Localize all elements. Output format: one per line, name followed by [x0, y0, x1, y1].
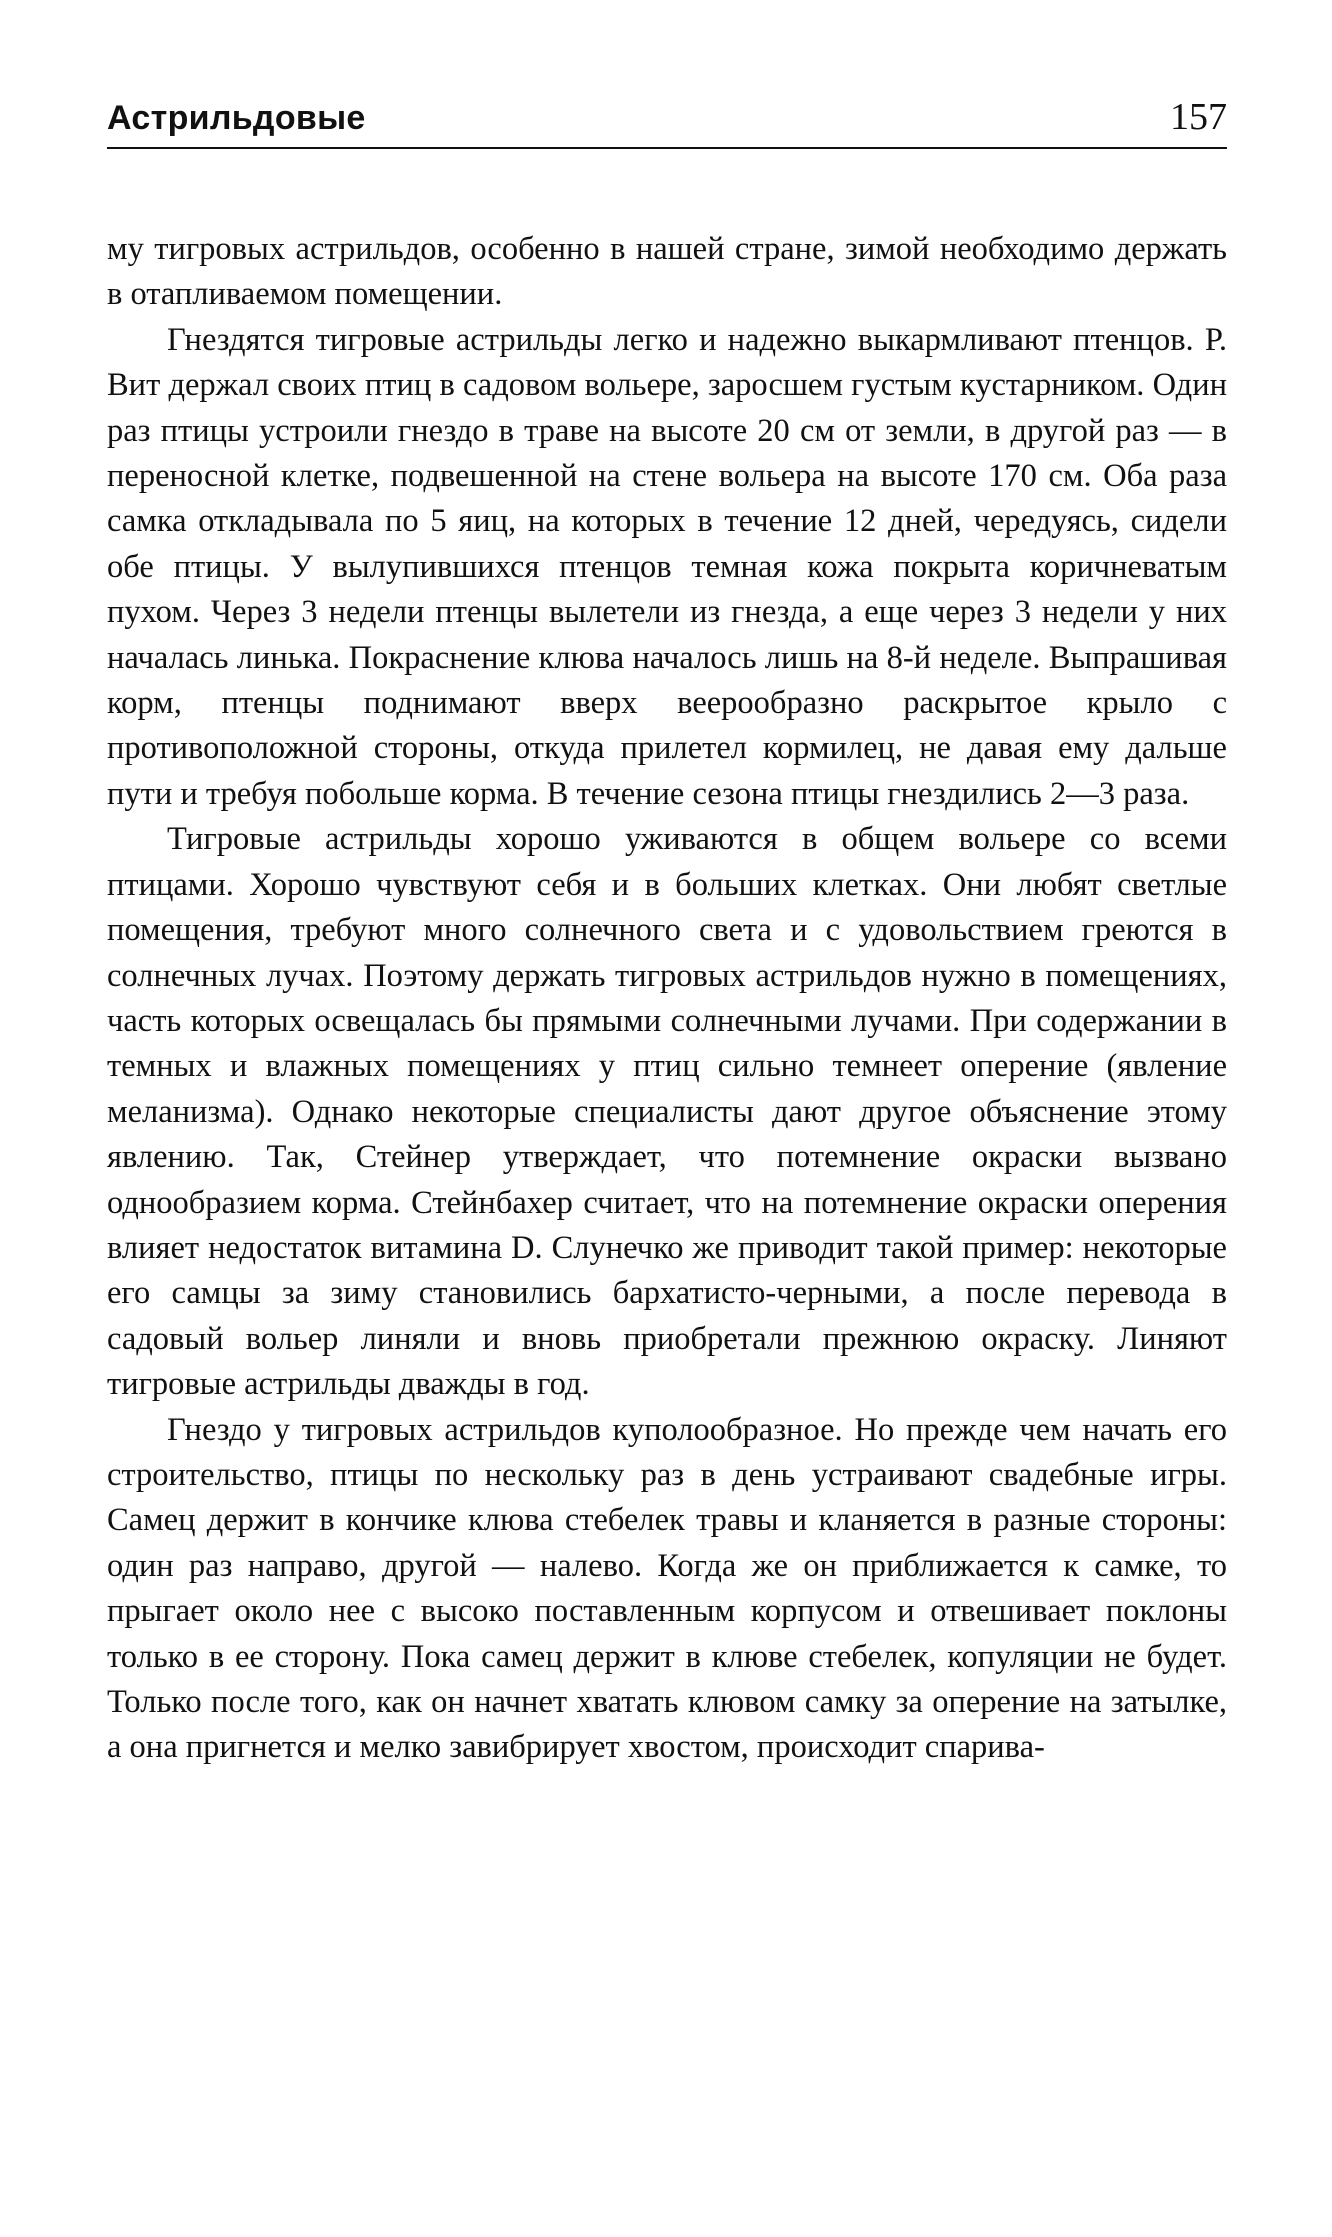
paragraph-continued: му тигровых астрильдов, особенно в нашей стране, зимой необходимо держать в отапливаемом помещении.: [107, 231, 1227, 313]
running-header: [107, 95, 1227, 149]
book-page: [107, 95, 1227, 1771]
paragraph-nest-courtship: Гнездо у тигровых астрильдов куполообразное. Но прежде чем начать его строительство, птицы по нескольку раз в день устраивают свадебные игры. Самец держит в кончике клюва стебелек травы и кланяется в разные стороны: один раз направо, другой — налево. Когда же он приближается к самке, то прыгает около нее с высоко поставленным корпусом и отвешивает поклоны только в ее сторону. Пока самец держит в клюве стебелек, копуляции не будет. Только после того, как он начнет хватать клювом самку за оперение на затылке, а она пригнется и мелко завибрирует хвостом, происходит спарива-: [107, 1411, 1227, 1766]
paragraph-housing: Тигровые астрильды хорошо уживаются в общем вольере со всеми птицами. Хорошо чувствуют себя и в больших клетках. Они любят светлые помещения, требуют много солнечного света и с удовольствием греются в солнечных лучах. Поэтому держать тигровых астрильдов нужно в помещениях, часть которых освещалась бы прямыми солнечными лучами. При содержании в темных и влажных помещениях у птиц сильно темнеет оперение (явление меланизма). Однако некоторые специалисты дают другое объяснение этому явлению. Так, Стейнер утверждает, что потемнение окраски вызвано однообразием корма. Стейнбахер считает, что на потемнение окраски оперения влияет недостаток витамина D. Слунечко же приводит такой пример: некоторые его самцы за зиму становились бархатисто-черными, а после перевода в садовый вольер линяли и вновь приобретали прежнюю окраску. Линяют тигровые астрильды дважды в год.: [107, 821, 1227, 1403]
section-title: Астрильдовые: [107, 99, 366, 137]
paragraph-nesting: Гнездятся тигровые астрильды легко и надежно выкармливают птенцов. Р. Вит держал своих птиц в садовом вольере, заросшем густым кустарником. Один раз птицы устроили гнездо в траве на высоте 20 см от земли, в другой раз — в переносной клетке, подвешенной на стене вольера на высоте 170 см. Оба раза самка откладывала по 5 яиц, на которых в течение 12 дней, чередуясь, сидели обе птицы. У вылупившихся птенцов темная кожа покрыта коричневатым пухом. Через 3 недели птенцы вылетели из гнезда, а еще через 3 недели у них началась линька. Покраснение клюва началось лишь на 8-й неделе. Выпрашивая корм, птенцы поднимают вверх веерообразно раскрытое крыло с противоположной стороны, откуда прилетел кормилец, не давая ему дальше пути и требуя побольше корма. В течение сезона птицы гнездились 2—3 раза.: [107, 321, 1227, 812]
body-text: [107, 227, 1227, 1771]
page-number: 157: [1170, 96, 1227, 138]
